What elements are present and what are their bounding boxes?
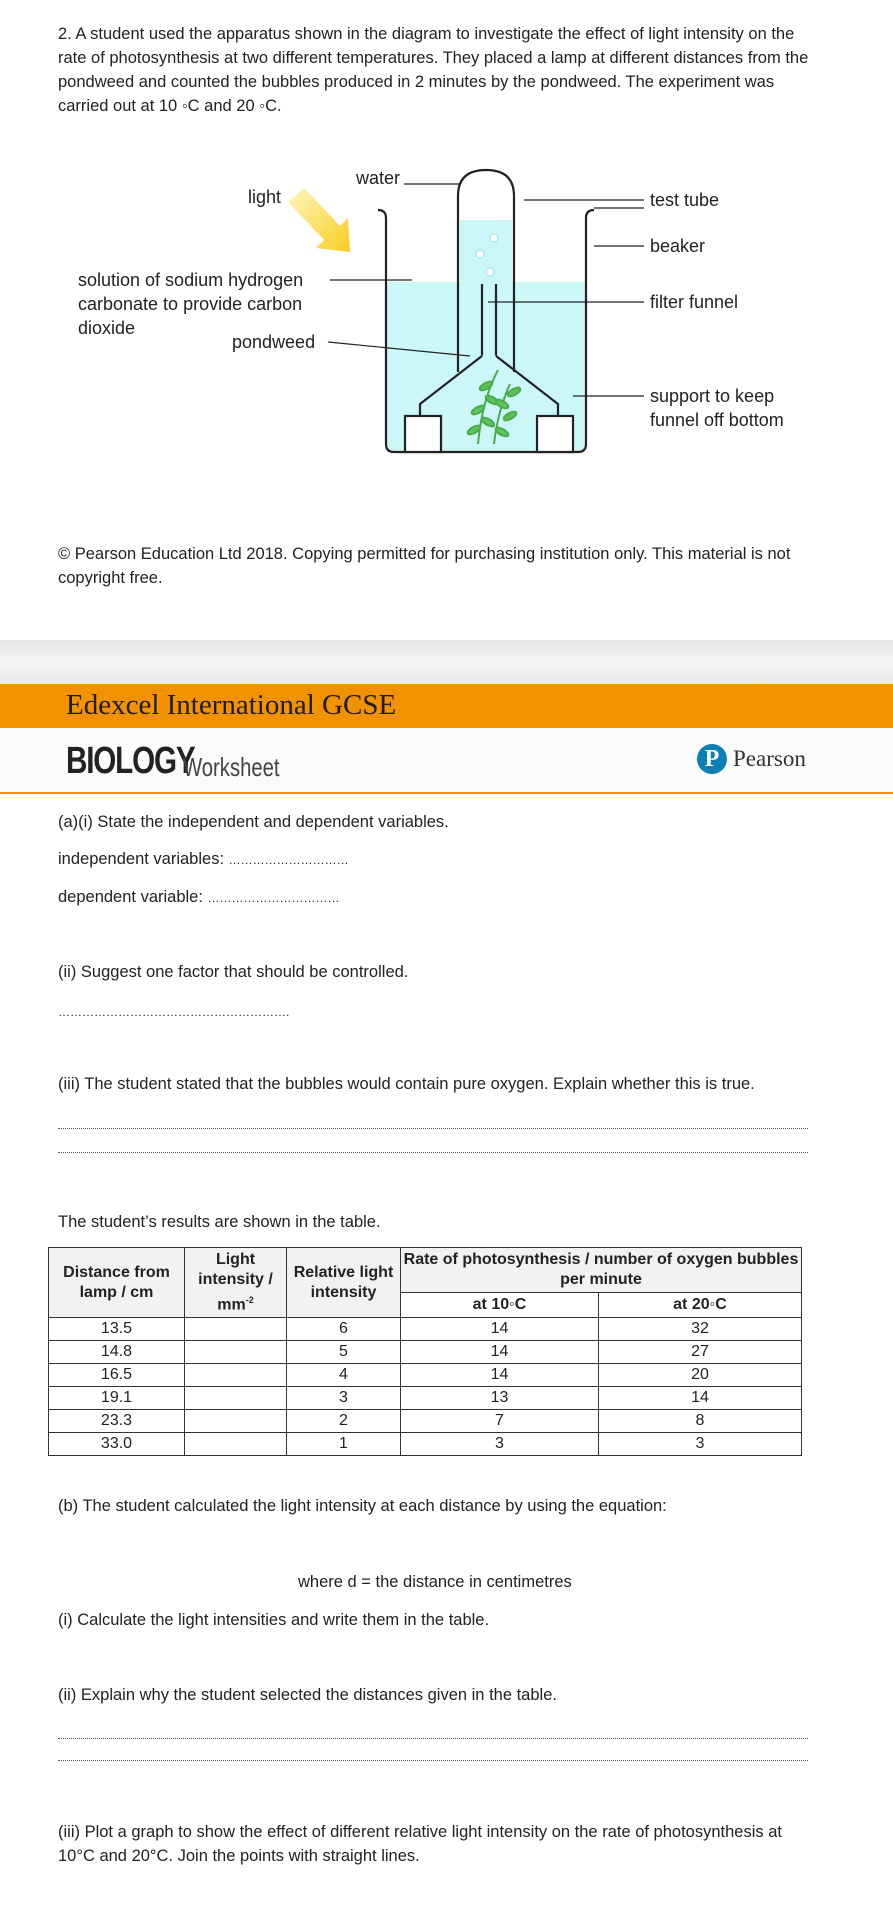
table-row — [49, 1387, 802, 1410]
test-tube-water — [460, 220, 512, 372]
results-body — [49, 1318, 802, 1456]
cell-light[interactable] — [185, 1410, 287, 1433]
table-row — [49, 1318, 802, 1341]
table-row — [49, 1410, 802, 1433]
part-a-iii-answer-line[interactable] — [58, 1151, 808, 1153]
label-solution-1: solution of sodium hydrogen — [78, 270, 304, 290]
header-relative-intensity: Relative light intensity — [287, 1248, 401, 1318]
light-arrow-icon — [288, 188, 350, 252]
equation-where: where d = the distance in centimetres — [298, 1573, 572, 1591]
part-b-iii-prompt: (iii) Plot a graph to show the effect of different relative light intensity on the rate of photosynthesis at 10°C and 20°C. Join the points with straight lines. — [58, 1823, 782, 1865]
part-a-iii-answer-line[interactable] — [58, 1127, 808, 1129]
results-table — [48, 1247, 802, 1456]
dependent-variable-line — [58, 885, 340, 910]
part-b-i-prompt: (i) Calculate the light intensities and write them in the table. — [58, 1611, 490, 1629]
table-row — [49, 1364, 802, 1387]
label-beaker: beaker — [650, 236, 706, 256]
dependent-answer-blank[interactable]: …………………………… — [207, 891, 340, 905]
table-row — [49, 1341, 802, 1364]
cell-t20: 14 — [599, 1387, 802, 1410]
label-solution-3: dioxide — [78, 318, 136, 338]
dependent-label: dependent variable: — [58, 888, 208, 906]
cell-distance: 13.5 — [49, 1318, 185, 1341]
part-a-i-prompt: (a)(i) State the independent and dependent variables. — [58, 813, 449, 831]
copyright-notice: © Pearson Education Ltd 2018. Copying permitted for purchasing institution only. This material is not copyright free. — [58, 545, 791, 587]
label-test-tube: test tube — [650, 190, 720, 210]
independent-answer-blank[interactable]: ………………………… — [228, 853, 349, 867]
part-b-ii-answer-line[interactable] — [58, 1737, 808, 1739]
funnel-support-left — [405, 416, 441, 452]
cell-t10: 14 — [401, 1364, 599, 1387]
cell-relative: 4 — [287, 1364, 401, 1387]
label-pondweed: pondweed — [232, 332, 316, 352]
cell-light[interactable] — [185, 1341, 287, 1364]
header-light-intensity — [185, 1248, 287, 1318]
part-a-ii-answer-blank[interactable]: …………………………………………………. — [58, 1005, 290, 1019]
cell-light[interactable] — [185, 1433, 287, 1456]
cell-distance: 14.8 — [49, 1341, 185, 1364]
publisher-name: Pearson — [733, 746, 806, 771]
cell-light[interactable] — [185, 1387, 287, 1410]
apparatus-diagram — [58, 160, 818, 490]
cell-light[interactable] — [185, 1318, 287, 1341]
publisher-logo — [697, 744, 806, 774]
course-banner — [0, 684, 893, 728]
bubble — [476, 250, 484, 258]
cell-relative: 5 — [287, 1341, 401, 1364]
table-row — [49, 1433, 802, 1456]
course-title: Edexcel International GCSE — [66, 689, 397, 721]
subject-name: BIOLOGY — [66, 740, 195, 782]
header-at-20: at 20◦C — [599, 1293, 802, 1318]
part-b-ii-answer-line[interactable] — [58, 1759, 808, 1761]
bubble — [486, 268, 494, 276]
cell-t10: 13 — [401, 1387, 599, 1410]
header-rate: Rate of photosynthesis / number of oxygen bubbles per minute — [401, 1248, 802, 1293]
cell-t10: 7 — [401, 1410, 599, 1433]
header-at-10: at 10◦C — [401, 1293, 599, 1318]
label-support-2: funnel off bottom — [650, 410, 784, 430]
label-water: water — [356, 168, 401, 188]
label-support-1: support to keep — [650, 386, 775, 406]
cell-distance: 23.3 — [49, 1410, 185, 1433]
cell-t20: 20 — [599, 1364, 802, 1387]
cell-t20: 8 — [599, 1410, 802, 1433]
cell-t20: 3 — [599, 1433, 802, 1456]
header-light-unit: mm — [217, 1296, 246, 1314]
cell-relative: 1 — [287, 1433, 401, 1456]
cell-t20: 32 — [599, 1318, 802, 1341]
cell-distance: 16.5 — [49, 1364, 185, 1387]
header-light-exponent: -2 — [245, 1295, 254, 1305]
label-light: light — [248, 187, 282, 207]
bubble — [490, 234, 498, 242]
funnel-support-right — [537, 416, 573, 452]
pearson-logo-icon: P — [697, 744, 727, 774]
cell-relative: 3 — [287, 1387, 401, 1410]
subject-subtitle: Worksheet — [183, 752, 280, 782]
label-filter-funnel: filter funnel — [650, 292, 739, 312]
header-light-intensity-text: Light intensity / — [198, 1251, 273, 1288]
label-solution-2: carbonate to provide carbon — [78, 294, 303, 314]
cell-light[interactable] — [185, 1364, 287, 1387]
results-intro: The student’s results are shown in the table. — [58, 1213, 381, 1231]
part-a-iii-prompt: (iii) The student stated that the bubbles would contain pure oxygen. Explain whether this is true. — [58, 1075, 755, 1093]
question-intro: 2. A student used the apparatus shown in the diagram to investigate the effect of light intensity on the rate of photosynthesis at two different temperatures. They placed a lamp at different distances from the pondweed and counted the bubbles produced in 2 minutes by the pondweed. The experiment was carried out at 10 ◦C and 20 ◦C. — [58, 25, 809, 115]
page-break — [0, 640, 893, 688]
cell-distance: 19.1 — [49, 1387, 185, 1410]
subject-title — [66, 740, 280, 783]
part-b-ii-prompt: (ii) Explain why the student selected the distances given in the table. — [58, 1686, 557, 1704]
cell-t10: 3 — [401, 1433, 599, 1456]
cell-distance: 33.0 — [49, 1433, 185, 1456]
cell-t20: 27 — [599, 1341, 802, 1364]
cell-t10: 14 — [401, 1341, 599, 1364]
cell-t10: 14 — [401, 1318, 599, 1341]
cell-relative: 6 — [287, 1318, 401, 1341]
header-distance: Distance from lamp / cm — [49, 1248, 185, 1318]
cell-relative: 2 — [287, 1410, 401, 1433]
independent-variable-line — [58, 847, 349, 872]
part-a-ii-prompt: (ii) Suggest one factor that should be controlled. — [58, 963, 409, 981]
subject-header — [0, 728, 893, 794]
independent-label: independent variables: — [58, 850, 229, 868]
part-b-prompt: (b) The student calculated the light intensity at each distance by using the equation: — [58, 1497, 667, 1515]
